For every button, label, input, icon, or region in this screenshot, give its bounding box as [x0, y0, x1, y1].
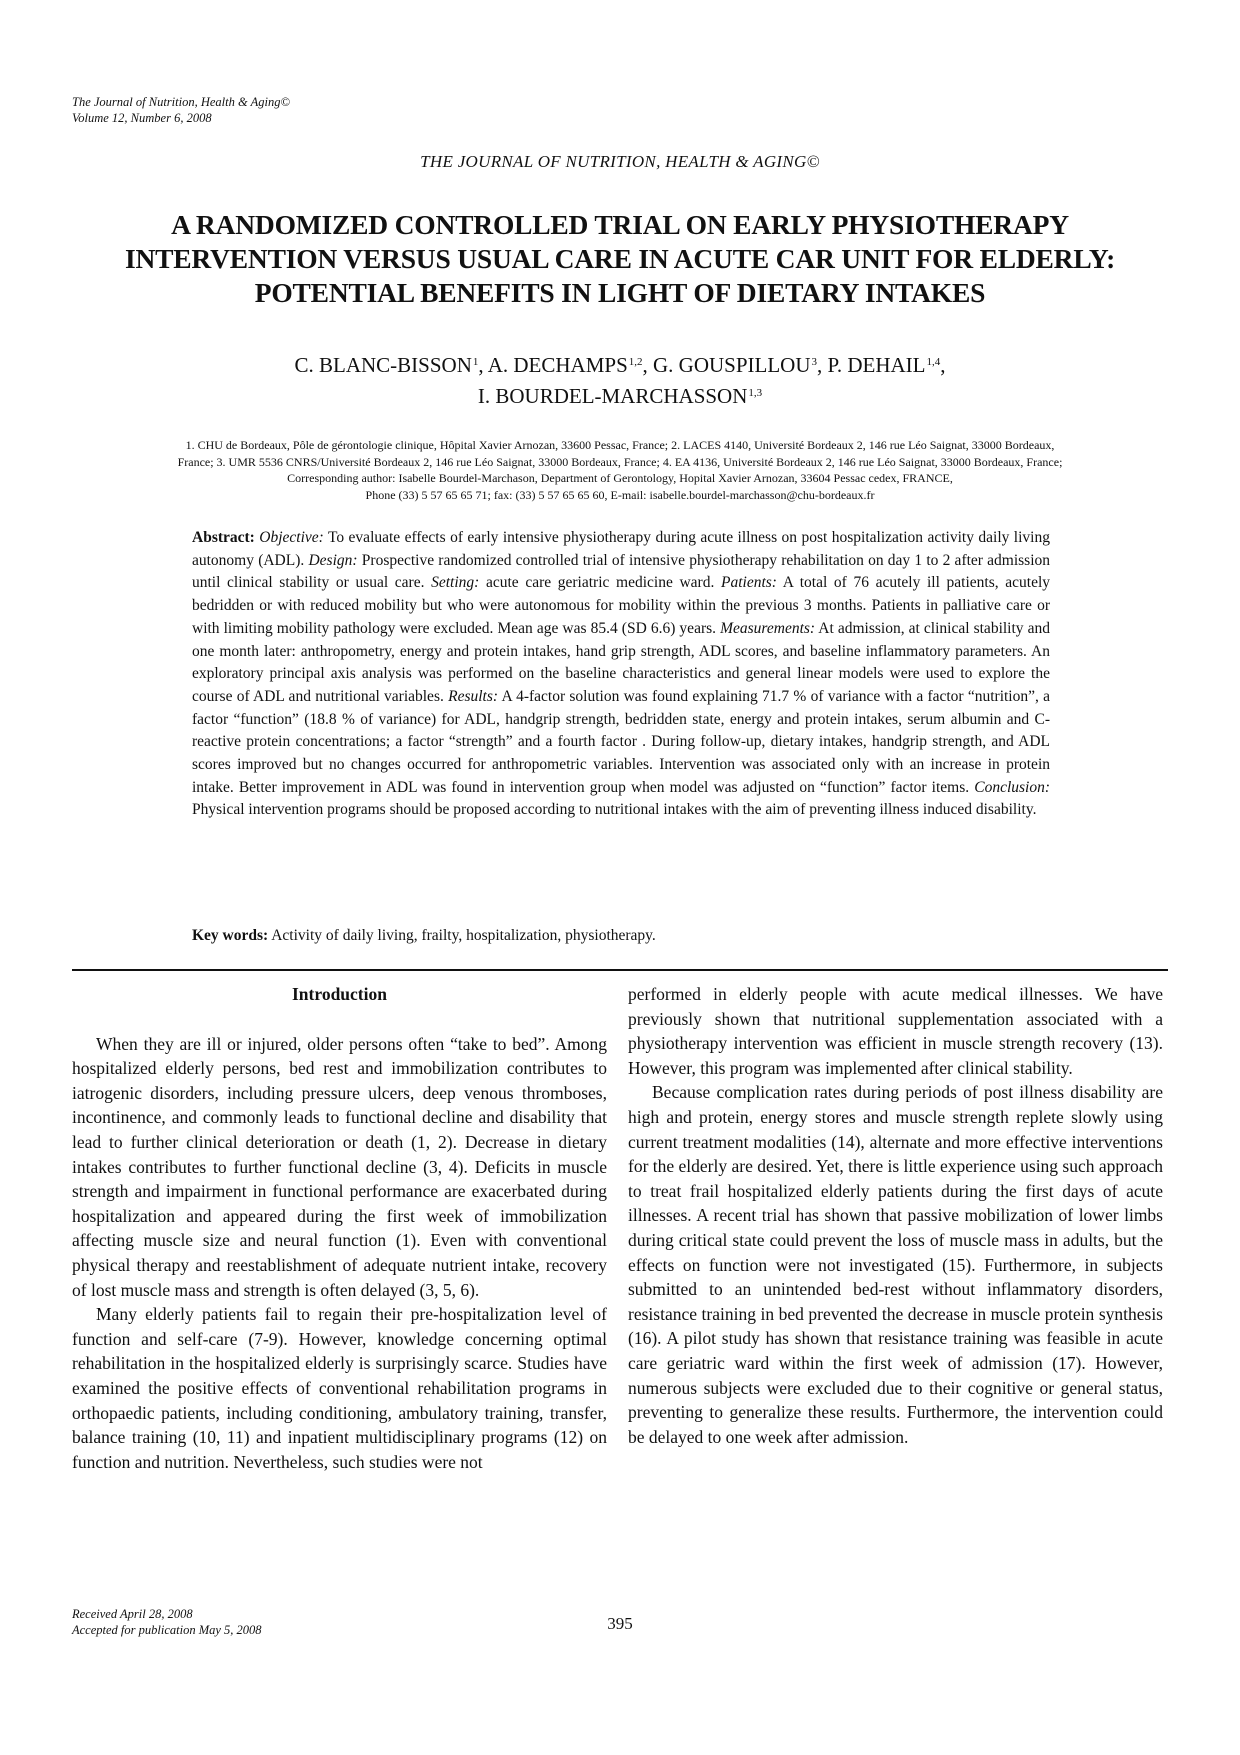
patients-label: Patients:	[720, 574, 777, 592]
affiliation-line: 1. CHU de Bordeaux, Pôle de gérontologie clinique, Hôpital Xavier Arnozan, 33600 Pessac, France; 2. LACES 4140, Université Bordeaux 2, 146 rue Léo Saignat, 33000 Bordeaux,	[185, 438, 1055, 452]
design-text: Prospective randomized controlled trial of intensive physiotherapy rehabilitation on day 1 to 2 after admission until clinical stability or usual care.	[192, 551, 1051, 592]
keywords	[192, 927, 1050, 945]
contact-info: Phone (33) 5 57 65 65 71; fax: (33) 5 57 65 65 60, E-mail: isabelle.bourdel-marchasson@chu-bordeaux.fr	[365, 487, 875, 502]
setting-label: Setting:	[431, 574, 480, 592]
intro-paragraph-2-continued: performed in elderly people with acute medical illnesses. We have previously shown that nutritional supplementation associated with a physiotherapy intervention was efficient in muscle strength recovery (13). However, this program was implemented after clinical stability.	[628, 984, 1163, 1078]
left-column	[72, 982, 607, 1474]
abstract	[192, 527, 1050, 822]
author-name: P. DEHAIL	[827, 353, 926, 377]
corresponding-author: Corresponding author: Isabelle Bourdel-Marchason, Department of Gerontology, Hopital Xavier Arnozan, 33604 Pessac cedex, FRANCE,	[287, 471, 953, 485]
title-line-2: INTERVENTION VERSUS USUAL CARE IN ACUTE CAR UNIT FOR ELDERLY:	[124, 243, 1116, 274]
objective-label: Objective:	[259, 529, 324, 546]
author-affiliation-marker: 1	[472, 356, 479, 368]
title-line-3: POTENTIAL BENEFITS IN LIGHT OF DIETARY INTAKES	[254, 277, 986, 308]
paper-title	[60, 208, 1180, 310]
author-name: A. DECHAMPS	[487, 353, 628, 377]
journal-volume: Volume 12, Number 6, 2008	[72, 111, 212, 125]
title-line-1: A RANDOMIZED CONTROLLED TRIAL ON EARLY PHYSIOTHERAPY	[171, 209, 1069, 240]
author-affiliation-marker: 1,4	[926, 356, 941, 368]
conclusion-text: Physical intervention programs should be proposed according to nutritional intakes with the aim of preventing illness induced disability.	[192, 801, 1037, 819]
conclusion-label: Conclusion:	[974, 778, 1051, 796]
introduction-heading: Introduction	[292, 984, 387, 1004]
journal-meta	[72, 94, 290, 126]
received-date: Received April 28, 2008	[72, 1607, 193, 1621]
author-affiliation-marker: 3	[811, 356, 817, 368]
author-name: G. GOUSPILLOU	[653, 353, 811, 377]
design-label: Design:	[308, 551, 358, 569]
objective-text: To evaluate effects of early intensive physiotherapy during acute illness on post hospitalization activity daily living autonomy (ADL).	[192, 529, 1050, 569]
accepted-date: Accepted for publication May 5, 2008	[72, 1623, 262, 1637]
journal-name: The Journal of Nutrition, Health & Aging©	[72, 95, 290, 109]
affiliations	[70, 437, 1170, 503]
intro-paragraph-2: Many elderly patients fail to regain their pre-hospitalization level of function and self-care (7-9). However, knowledge concerning optimal rehabilitation in the hospitalized elderly is surprisingly scarce. Studies have examined the positive effects of conventional rehabilitation programs in orthopaedic patients, including conditioning, ambulatory training, transfer, balance training (10, 11) and inpatient multidisciplinary programs (12) on function and nutrition. Nevertheless, such studies were not	[72, 1304, 607, 1472]
keywords-text: Activity of daily living, frailty, hospitalization, physiotherapy.	[271, 927, 656, 944]
setting-text: acute care geriatric medicine ward.	[485, 574, 715, 592]
section-divider	[72, 969, 1168, 971]
author-name: C. BLANC-BISSON	[294, 353, 472, 377]
page-number: 395	[607, 1614, 633, 1633]
measurements-text: At admission, at clinical stability and one month later: anthropometry, energy and protein intakes, hand grip strength, ADL scores, and baseline inflammatory parameters. An exploratory principal axis analysis was performed on the baseline characteristics and general linear models were used to explore the course of ADL and nutritional variables.	[192, 619, 1050, 705]
measurements-label: Measurements:	[720, 619, 816, 637]
right-column	[628, 982, 1163, 1449]
author-name: I. BOURDEL-MARCHASSON	[477, 384, 748, 408]
author-affiliation-marker: 1,2	[628, 356, 643, 368]
patients-text: A total of 76 acutely ill patients, acutely bedridden or with reduced mobility but who were autonomous for mobility within the previous 3 months. Patients in palliative care or with limiting mobility pathology were excluded. Mean age was 85.4 (SD 6.6) years.	[192, 574, 1051, 637]
abstract-label: Abstract:	[192, 529, 255, 546]
intro-paragraph-3: Because complication rates during periods of post illness disability are high and protein, energy stores and muscle strength replete slowly using current treatment modalities (14), alternate and more effective interventions for the elderly are desired. Yet, there is little experience using such approach to treat frail hospitalized elderly patients during the first days of acute illnesses. A recent trial has shown that passive mobilization of lower limbs during critical state could prevent the loss of muscle mass in adults, but the effects on function were not investigated (15). Furthermore, in subjects submitted to an unintended bed-rest without inflammatory disorders, resistance training in bed prevented the decrease in muscle protein synthesis (16). A pilot study has shown that resistance training was feasible in acute care geriatric ward within the first week of admission (17). However, numerous subjects were excluded due to their cognitive or general status, preventing to generalize these results. Furthermore, the intervention could be delayed to one week after admission.	[628, 1082, 1164, 1447]
intro-paragraph-1: When they are ill or injured, older persons often “take to bed”. Among hospitalized elderly persons, bed rest and immobilization contributes to iatrogenic disorders, including pressure ulcers, deep venous thromboses, incontinence, and commonly leads to functional decline and disability that lead to further clinical deterioration or death (1, 2). Decrease in dietary intakes contributes to further functional decline (3, 4). Deficits in muscle strength and impairment in functional performance are exacerbated during hospitalization and appeared during the first week of immobilization affecting muscle size and neural function (1). Even with conventional physical therapy and reestablishment of adequate nutrient intake, recovery of lost muscle mass and strength is often delayed (3, 5, 6).	[72, 1033, 607, 1300]
author-affiliation-marker: 1,3	[748, 387, 763, 399]
keywords-label: Key words:	[192, 927, 269, 944]
affiliation-line: France; 3. UMR 5536 CNRS/Université Bordeaux 2, 146 rue Léo Saignat, 33000 Bordeaux, France; 4. EA 4136, Université Bordeaux 2, 146 rue Léo Saignat, 33000 Bordeaux, France;	[177, 454, 1063, 469]
results-label: Results:	[448, 687, 499, 705]
running-title: THE JOURNAL OF NUTRITION, HEALTH & AGING©	[420, 152, 820, 171]
author-list: C. BLANC-BISSON$^1$, A. DECHAMPS$^{1,2}$, G. GOUSPILLOU$^3$, P. DEHAIL$^{1,4}$, I. BOURDEL-MARCHASSON$^{1,3}$	[294, 353, 946, 408]
results-text: A 4-factor solution was found explaining 71.7 % of variance with a factor “nutrition”, a factor “function” (18.8 % of variance) for ADL, handgrip strength, bedridden state, energy and protein intakes, serum albumin and C-reactive protein concentrations; a factor “strength” and a fourth factor . During follow-up, dietary intakes, handgrip strength, and ADL scores improved but no changes occurred for anthropometric variables. Intervention was associated only with an increase in protein intake. Better improvement in ADL was found in intervention group when model was adjusted on “function” factor items.	[192, 687, 1051, 796]
